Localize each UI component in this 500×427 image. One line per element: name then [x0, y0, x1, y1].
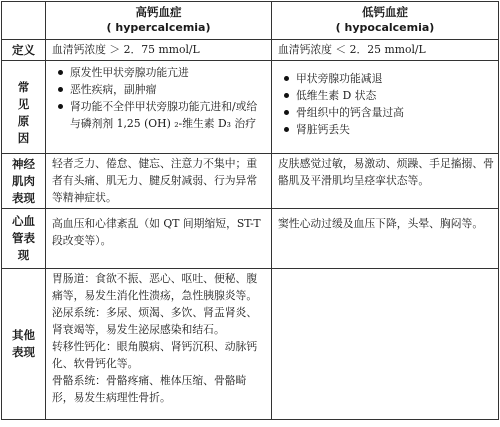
comparison-table: [1, 1, 499, 420]
row-cardiovascular: [2, 209, 499, 269]
header-corner: [2, 2, 46, 40]
label-neuro-line: 肌肉: [12, 173, 35, 188]
hypo-english: ( hypocalcemia): [335, 21, 435, 34]
list-item-text: 肾功能不全伴甲状旁腺功能亢进和/或给与磷剂剂 1,25 (OH) ₂-维生素 D₃ 治疗: [70, 100, 258, 130]
list-item-text: 甲状旁腺功能减退: [296, 72, 383, 85]
list-item-text: 低维生素 D 状态: [296, 89, 377, 102]
list-item: [278, 70, 494, 87]
list-item: [278, 87, 494, 104]
header-hypercalcemia: [46, 2, 272, 40]
label-causes-char: 常: [17, 80, 30, 94]
label-causes: [2, 61, 46, 154]
bullet-icon: [284, 127, 289, 132]
list-item: [52, 81, 267, 98]
list-item: [278, 121, 494, 138]
causes-hypo: [272, 61, 499, 154]
label-cv-line: 现: [17, 248, 30, 262]
label-cardiovascular: [2, 209, 46, 269]
label-neuromuscular: [2, 154, 46, 209]
definition-hyper: 血清钙浓度 ＞ 2．75 mmol/L: [46, 40, 272, 61]
definition-hypo: 血清钙浓度 ＜ 2．25 mmol/L: [272, 40, 499, 61]
other-paragraph: 转移性钙化：眼角膜病、肾钙沉积、动脉钙化、软骨钙化等。: [52, 340, 258, 370]
list-item: [52, 98, 267, 132]
row-other: [2, 269, 499, 420]
cardio-hyper: 高血压和心律紊乱（如 QT 间期缩短，ST-T 段改变等）。: [46, 209, 272, 269]
hyper-english: ( hypercalcemia): [106, 21, 211, 34]
label-cv-line: 心血: [12, 214, 35, 228]
row-causes: [2, 61, 499, 154]
label-causes-char: 见: [17, 97, 30, 111]
other-paragraph: 胃肠道：食欲不振、恶心、呕吐、便秘、腹痛等，易发生消化性溃疡，急性胰腺炎等。: [52, 272, 258, 302]
list-item-text: 骨组织中的钙含量过高: [296, 106, 404, 119]
row-definition: [2, 40, 499, 61]
label-causes-char: 因: [17, 131, 30, 145]
bullet-icon: [284, 76, 289, 81]
label-definition: 定义: [2, 40, 46, 61]
other-paragraph: 泌尿系统：多尿、烦渴、多饮、肾盂肾炎、肾衰竭等，易发生泌尿感染和结石。: [52, 306, 258, 336]
label-neuro-line: 神经: [12, 156, 35, 171]
bullet-icon: [58, 70, 63, 75]
hyper-title: 高钙血症: [135, 5, 182, 19]
label-cv-line: 管表: [12, 231, 35, 245]
list-item-text: 恶性疾病，副肿瘤: [70, 83, 157, 96]
neuro-hyper: 轻者乏力、倦怠、健忘、注意力不集中；重者有头痛、肌无力、腱反射减弱、行为异常等精神症状。: [46, 154, 272, 209]
header-hypocalcemia: [272, 2, 499, 40]
label-neuro-line: 表现: [12, 190, 35, 205]
bullet-icon: [58, 87, 63, 92]
list-item-text: 原发性甲状旁腺功能亢进: [70, 66, 189, 79]
list-item-text: 肾脏钙丢失: [296, 123, 350, 136]
hypo-title: 低钙血症: [362, 5, 408, 19]
neuro-hypo: 皮肤感觉过敏，易激动、烦躁、手足搐搦、骨骼肌及平滑肌均呈痉挛状态等。: [272, 154, 499, 209]
other-hyper: [46, 269, 272, 420]
other-paragraph: 骨骼系统：骨骼疼痛、椎体压缩、骨骼畸形，易发生病理性骨折。: [52, 374, 247, 404]
row-neuromuscular: [2, 154, 499, 209]
list-item: [278, 104, 494, 121]
causes-hyper-list: [52, 62, 267, 132]
causes-hyper: [46, 61, 272, 154]
other-hypo: [272, 269, 499, 420]
header-row: [2, 2, 499, 40]
list-item: [52, 64, 267, 81]
causes-hypo-list: [278, 62, 494, 138]
label-other: [2, 269, 46, 420]
label-other-line: 表现: [12, 345, 35, 359]
bullet-icon: [58, 104, 63, 109]
cardio-hypo: 窦性心动过缓及血压下降，头晕、胸闷等。: [272, 209, 499, 269]
bullet-icon: [284, 93, 289, 98]
label-other-line: 其他: [12, 328, 35, 342]
bullet-icon: [284, 110, 289, 115]
label-causes-char: 原: [17, 114, 30, 128]
